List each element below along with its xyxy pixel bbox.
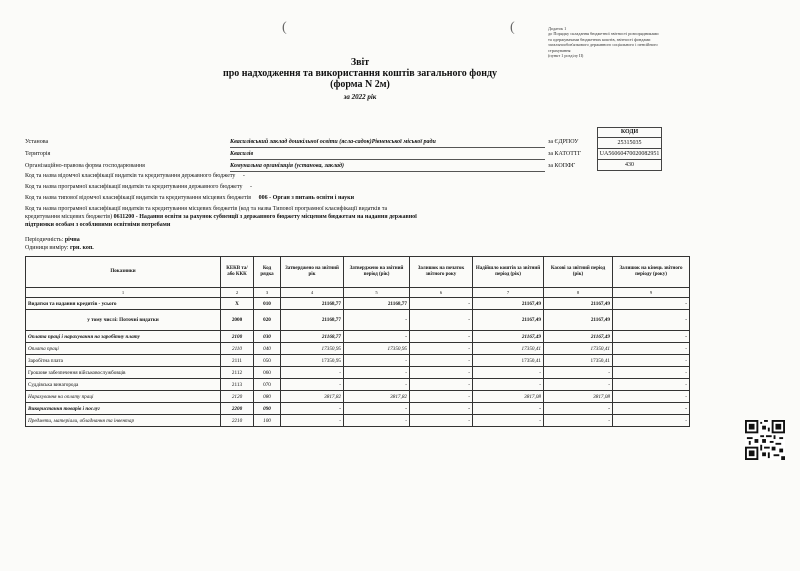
column-number: 2 [221, 288, 254, 298]
code-value: 25315035 [597, 137, 662, 149]
column-header: Касові за звітний період (рік) [544, 257, 613, 288]
table-cell: - [281, 367, 344, 379]
appendix-line: (пункт 1 розділу II) [548, 53, 584, 59]
table-cell: - [410, 367, 473, 379]
table-row [26, 331, 690, 343]
column-header: Залишок на кінець звітного періоду (року) [613, 257, 690, 288]
table-cell: - [473, 367, 544, 379]
table-cell: 21167,49 [473, 310, 544, 331]
table-cell: 2110 [221, 343, 254, 355]
table-cell: - [613, 403, 690, 415]
row-label: Предмети, матеріали, обладнання та інвентар [26, 415, 221, 427]
table-cell: - [473, 403, 544, 415]
unit-of-measure [25, 244, 94, 252]
table-cell: X [221, 298, 254, 310]
code-label: за КОПФГ [548, 163, 576, 169]
periodicity-label: Періодичність: [25, 237, 64, 243]
table-row [26, 310, 690, 331]
table-cell: 2000 [221, 310, 254, 331]
table-cell: - [613, 367, 690, 379]
appendix-line: Додаток 1 [548, 26, 567, 31]
column-number: 6 [410, 288, 473, 298]
table-cell: 21168,77 [281, 331, 344, 343]
column-header: Затверджено на звітний рік [281, 257, 344, 288]
table-row [26, 415, 690, 427]
table-cell: - [281, 403, 344, 415]
table-cell: - [410, 379, 473, 391]
appendix-line: страхування [548, 47, 571, 53]
table-cell: 100 [254, 415, 281, 427]
table-cell: - [344, 415, 410, 427]
title-line: Звіт [350, 57, 370, 68]
table-cell: - [344, 403, 410, 415]
column-number: 7 [473, 288, 544, 298]
budget-line-value: 006 - Орган з питань освіти і науки [258, 195, 355, 201]
table-cell: - [410, 343, 473, 355]
table-cell: 030 [254, 331, 281, 343]
info-label: Установа [25, 139, 49, 145]
table-cell: - [613, 298, 690, 310]
column-number: 8 [544, 288, 613, 298]
table-cell: 040 [254, 343, 281, 355]
column-header: Код рядка [254, 257, 281, 288]
info-value: Квасилів [230, 151, 254, 157]
table-cell: 21168,77 [281, 310, 344, 331]
table-cell: 21167,49 [544, 310, 613, 331]
appendix-note [548, 26, 698, 58]
table-cell: - [344, 367, 410, 379]
scan-mark: ( [510, 20, 515, 35]
table-cell: - [544, 415, 613, 427]
table-cell: - [473, 379, 544, 391]
table-cell: - [473, 415, 544, 427]
table-cell: - [613, 331, 690, 343]
table-cell: 2210 [221, 415, 254, 427]
program-line-label: кредитування місцевих бюджетів) [25, 214, 113, 220]
table-cell: 010 [254, 298, 281, 310]
row-label: Оплата праці і нарахування на заробітну плату [26, 331, 221, 343]
column-header: Надійшло коштів за звітний період (рік) [473, 257, 544, 288]
table-cell: - [344, 331, 410, 343]
table-cell: - [410, 355, 473, 367]
column-header: Показники [26, 257, 221, 288]
table-cell: 2112 [221, 367, 254, 379]
info-label: Організаційно-правова форма господарювання [25, 163, 145, 169]
budget-line-typical-dept [25, 194, 354, 202]
table-cell: - [281, 379, 344, 391]
info-label: Територія [25, 151, 51, 157]
table-cell: 17350,41 [544, 343, 613, 355]
table-cell: - [613, 343, 690, 355]
unit-value: грн. коп. [69, 245, 94, 251]
table-cell: - [613, 415, 690, 427]
scan-mark: ( [282, 20, 287, 35]
table-row [26, 391, 690, 403]
column-number-row [26, 288, 690, 298]
row-label: у тому числі: Поточні видатки [26, 310, 221, 331]
budget-line-text: Код та назва програмної класифікації видатків та кредитування державного бюджету [25, 184, 243, 190]
appendix-line: до Порядку складання бюджетної звітності розпорядниками [548, 31, 659, 37]
table-cell: 21167,49 [473, 331, 544, 343]
table-row [26, 403, 690, 415]
program-line-3: підтримки особам з особливими освітніми потребами [25, 222, 171, 228]
table-cell: - [410, 298, 473, 310]
column-number: 5 [344, 288, 410, 298]
column-header: Залишок на початок звітного року [410, 257, 473, 288]
code-label: за ЄДРПОУ [548, 139, 579, 145]
report-title [170, 57, 550, 101]
table-cell: 17350,41 [544, 355, 613, 367]
row-label: Використання товарів і послуг [26, 403, 221, 415]
title-form: (форма N 2м) [330, 79, 390, 90]
column-number: 3 [254, 288, 281, 298]
table-cell: - [344, 310, 410, 331]
table-cell: - [344, 355, 410, 367]
table-row [26, 379, 690, 391]
column-header: Затверджено на звітний період (рік) [344, 257, 410, 288]
appendix-line: та одержувачами бюджетних коштів, звітності фондами [548, 36, 651, 42]
row-label: Заробітна плата [26, 355, 221, 367]
table-cell: 21167,49 [544, 298, 613, 310]
periodicity [25, 236, 80, 244]
table-row [26, 367, 690, 379]
table-cell: 060 [254, 367, 281, 379]
table-cell: 17350,95 [281, 343, 344, 355]
title-line: про надходження та використання коштів загального фонду [222, 68, 498, 79]
budget-line-value: - [242, 173, 245, 179]
row-label: Видатки та надання кредитів - усього [26, 298, 221, 310]
table-row [26, 298, 690, 310]
table-cell: - [544, 403, 613, 415]
table-cell: 090 [254, 403, 281, 415]
title-period: за 2022 рік [343, 93, 377, 101]
budget-line-text: Код та назва відомчої класифікації видатків та кредитування державного бюджету [25, 173, 236, 179]
table-cell: 3817,08 [544, 391, 613, 403]
table-cell: 3817,82 [281, 391, 344, 403]
table-cell: - [410, 310, 473, 331]
table-cell: 21167,49 [473, 298, 544, 310]
table-cell: 2120 [221, 391, 254, 403]
row-label: Грошове забезпечення військовослужбовців [26, 367, 221, 379]
unit-label: Одиниця виміру: [25, 245, 69, 251]
row-label: Суддівська винагорода [26, 379, 221, 391]
appendix-line: загальнообов'язкового державного соціального і пенсійного [548, 42, 658, 48]
table-cell: 21168,77 [344, 298, 410, 310]
table-cell: - [410, 415, 473, 427]
column-header: КЕКВ та/або ККК [221, 257, 254, 288]
program-classification [25, 205, 555, 229]
info-value: Квасилівський заклад дошкільної освіти (ясла-садок)Рівненської міської ради [230, 139, 436, 145]
table-cell: 2111 [221, 355, 254, 367]
table-cell: 020 [254, 310, 281, 331]
table-cell: 070 [254, 379, 281, 391]
table-cell: - [613, 391, 690, 403]
table-cell: 17350,41 [473, 343, 544, 355]
table-cell: 3817,08 [473, 391, 544, 403]
table-cell: 080 [254, 391, 281, 403]
periodicity-value: річна [64, 237, 80, 243]
table-cell: - [410, 331, 473, 343]
info-value: Комунальна організація (установа, заклад) [230, 163, 345, 169]
table-cell: - [613, 355, 690, 367]
codes-header: КОДИ [597, 127, 662, 138]
budget-line-dept [25, 172, 245, 180]
budget-line-program [25, 183, 252, 191]
table-cell: - [410, 391, 473, 403]
qr-code [745, 420, 785, 460]
column-number: 9 [613, 288, 690, 298]
row-label: Оплата праці [26, 343, 221, 355]
table-cell: 2100 [221, 331, 254, 343]
column-number: 4 [281, 288, 344, 298]
table-cell: 21168,77 [281, 298, 344, 310]
table-cell: 17350,95 [344, 343, 410, 355]
budget-line-value: - [250, 184, 252, 190]
table-cell: - [544, 379, 613, 391]
table-row [26, 343, 690, 355]
table-cell: - [613, 310, 690, 331]
table-cell: 3817,82 [344, 391, 410, 403]
table-row [26, 355, 690, 367]
table-cell: 17350,95 [281, 355, 344, 367]
table-cell: 2113 [221, 379, 254, 391]
table-cell: 2200 [221, 403, 254, 415]
column-number: 1 [26, 288, 221, 298]
row-label: Нарахування на оплату праці [26, 391, 221, 403]
table-cell: - [281, 415, 344, 427]
code-label: за КАТОТТГ [548, 151, 582, 157]
table-cell: - [410, 403, 473, 415]
report-table [25, 256, 690, 427]
table-cell: - [613, 379, 690, 391]
code-value: UA56060470020082951 [597, 148, 662, 160]
table-cell: - [544, 367, 613, 379]
table-header-row [26, 257, 690, 288]
table-cell: - [344, 379, 410, 391]
budget-line-text: Код та назва типової відомчої класифікації видатків та кредитування місцевих бюджетів [25, 195, 252, 201]
table-cell: 17350,41 [473, 355, 544, 367]
program-line-1: Код та назва програмної класифікації видатків та кредитування місцевих бюджетів (код та назва Типової програмної класифікації видатків та [25, 206, 388, 212]
table-cell: 21167,49 [544, 331, 613, 343]
table-cell: 050 [254, 355, 281, 367]
code-value: 430 [597, 159, 662, 171]
program-line-value: 0611200 - Надання освіти за рахунок субвенції з державного бюджету місцевим бюджетам на надання державної [113, 214, 417, 220]
